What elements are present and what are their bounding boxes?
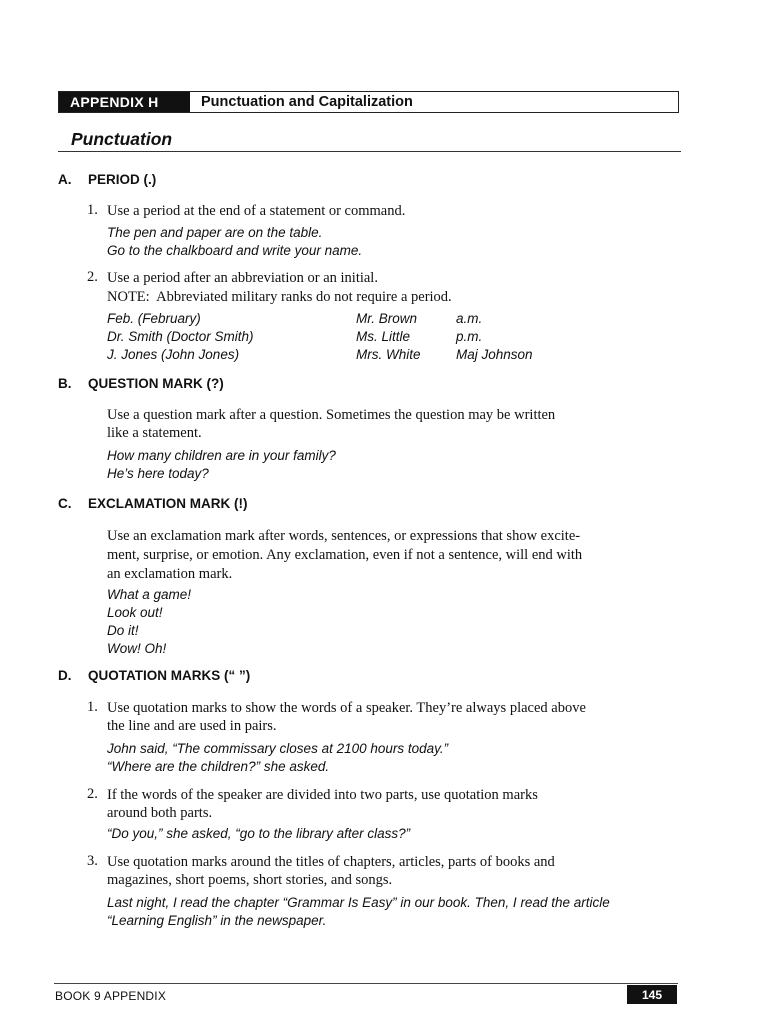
example-line: He’s here today? — [107, 466, 209, 481]
heading-letter: C. — [58, 496, 72, 511]
example-line: Do it! — [107, 623, 139, 638]
abbrev-column-3 — [456, 310, 533, 364]
text-line: ment, surprise, or emotion. Any exclamation, even if not a sentence, will end with — [107, 547, 583, 563]
heading-period — [58, 172, 156, 187]
section-title: Punctuation — [71, 129, 173, 149]
example-line: Feb. (February) — [107, 311, 201, 326]
text-line: around both parts. — [107, 805, 213, 821]
heading-letter: A. — [58, 172, 72, 187]
example-line: “Where are the children?” she asked. — [107, 759, 330, 774]
abbrev-column-2 — [356, 310, 421, 364]
rule-text: Use a period after an abbreviation or an initial. — [107, 270, 378, 286]
example-block — [107, 894, 610, 930]
example-line: Mrs. White — [356, 347, 421, 362]
heading-text: QUESTION MARK (?) — [88, 376, 224, 391]
item-number: 2. — [87, 269, 98, 285]
example-line: John said, “The commissary closes at 2100 hours today.” — [107, 741, 449, 756]
example-line: Mr. Brown — [356, 311, 418, 326]
heading-text: QUOTATION MARKS (“ ”) — [88, 668, 251, 683]
example-line: a.m. — [456, 311, 483, 326]
footer-divider — [54, 983, 678, 984]
example-line: “Do you,” she asked, “go to the library after class?” — [107, 826, 411, 841]
example-line: p.m. — [456, 329, 483, 344]
example-line: “Learning English” in the newspaper. — [107, 913, 327, 928]
example-line: Go to the chalkboard and write your name. — [107, 243, 363, 258]
example-line: What a game! — [107, 587, 192, 602]
example-line: How many children are in your family? — [107, 448, 336, 463]
heading-quotation-marks — [58, 668, 250, 683]
text-line: Use quotation marks to show the words of a speaker. They’re always placed above — [107, 700, 586, 716]
text-line: magazines, short poems, short stories, and songs. — [107, 872, 393, 888]
appendix-tag: APPENDIX H — [59, 92, 190, 112]
appendix-header — [58, 91, 679, 113]
example-line: Dr. Smith (Doctor Smith) — [107, 329, 254, 344]
text-line: an exclamation mark. — [107, 566, 233, 582]
item-number: 1. — [87, 699, 98, 715]
appendix-title: Punctuation and Capitalization — [201, 94, 413, 110]
example-line: The pen and paper are on the table. — [107, 225, 323, 240]
example-line: J. Jones (John Jones) — [107, 347, 240, 362]
text-line: Use a question mark after a question. Sometimes the question may be written — [107, 407, 556, 423]
example-block — [107, 586, 191, 658]
note-text: NOTE: Abbreviated military ranks do not require a period. — [107, 289, 452, 305]
heading-letter: D. — [58, 668, 72, 683]
heading-text: PERIOD (.) — [88, 172, 157, 187]
heading-letter: B. — [58, 376, 72, 391]
item-number: 3. — [87, 853, 98, 869]
example-block — [107, 740, 448, 776]
example-block — [107, 825, 410, 843]
example-line: Wow! Oh! — [107, 641, 167, 656]
rule-text — [107, 406, 555, 442]
section-divider — [58, 151, 681, 152]
item-number: 1. — [87, 202, 98, 218]
rule-text: Use a period at the end of a statement or command. — [107, 203, 406, 219]
heading-question-mark — [58, 376, 224, 391]
heading-text: EXCLAMATION MARK (!) — [88, 496, 248, 511]
example-block — [107, 447, 336, 483]
item-number: 2. — [87, 786, 98, 802]
abbrev-column-1 — [107, 310, 254, 364]
rule-text — [107, 699, 586, 735]
footer-book-label: BOOK 9 APPENDIX — [55, 989, 167, 1003]
example-line: Ms. Little — [356, 329, 411, 344]
rule-text — [107, 853, 555, 889]
text-line: If the words of the speaker are divided into two parts, use quotation marks — [107, 787, 538, 803]
text-line: like a statement. — [107, 425, 202, 441]
text-line: Use an exclamation mark after words, sentences, or expressions that show excite- — [107, 528, 581, 544]
example-line: Maj Johnson — [456, 347, 533, 362]
page-number: 145 — [627, 985, 677, 1004]
example-line: Last night, I read the chapter “Grammar Is Easy” in our book. Then, I read the article — [107, 895, 610, 910]
rule-text — [107, 786, 538, 822]
heading-exclamation-mark — [58, 496, 247, 511]
text-line: Use quotation marks around the titles of chapters, articles, parts of books and — [107, 854, 555, 870]
text-line: the line and are used in pairs. — [107, 718, 277, 734]
rule-text — [107, 527, 582, 584]
example-line: Look out! — [107, 605, 163, 620]
